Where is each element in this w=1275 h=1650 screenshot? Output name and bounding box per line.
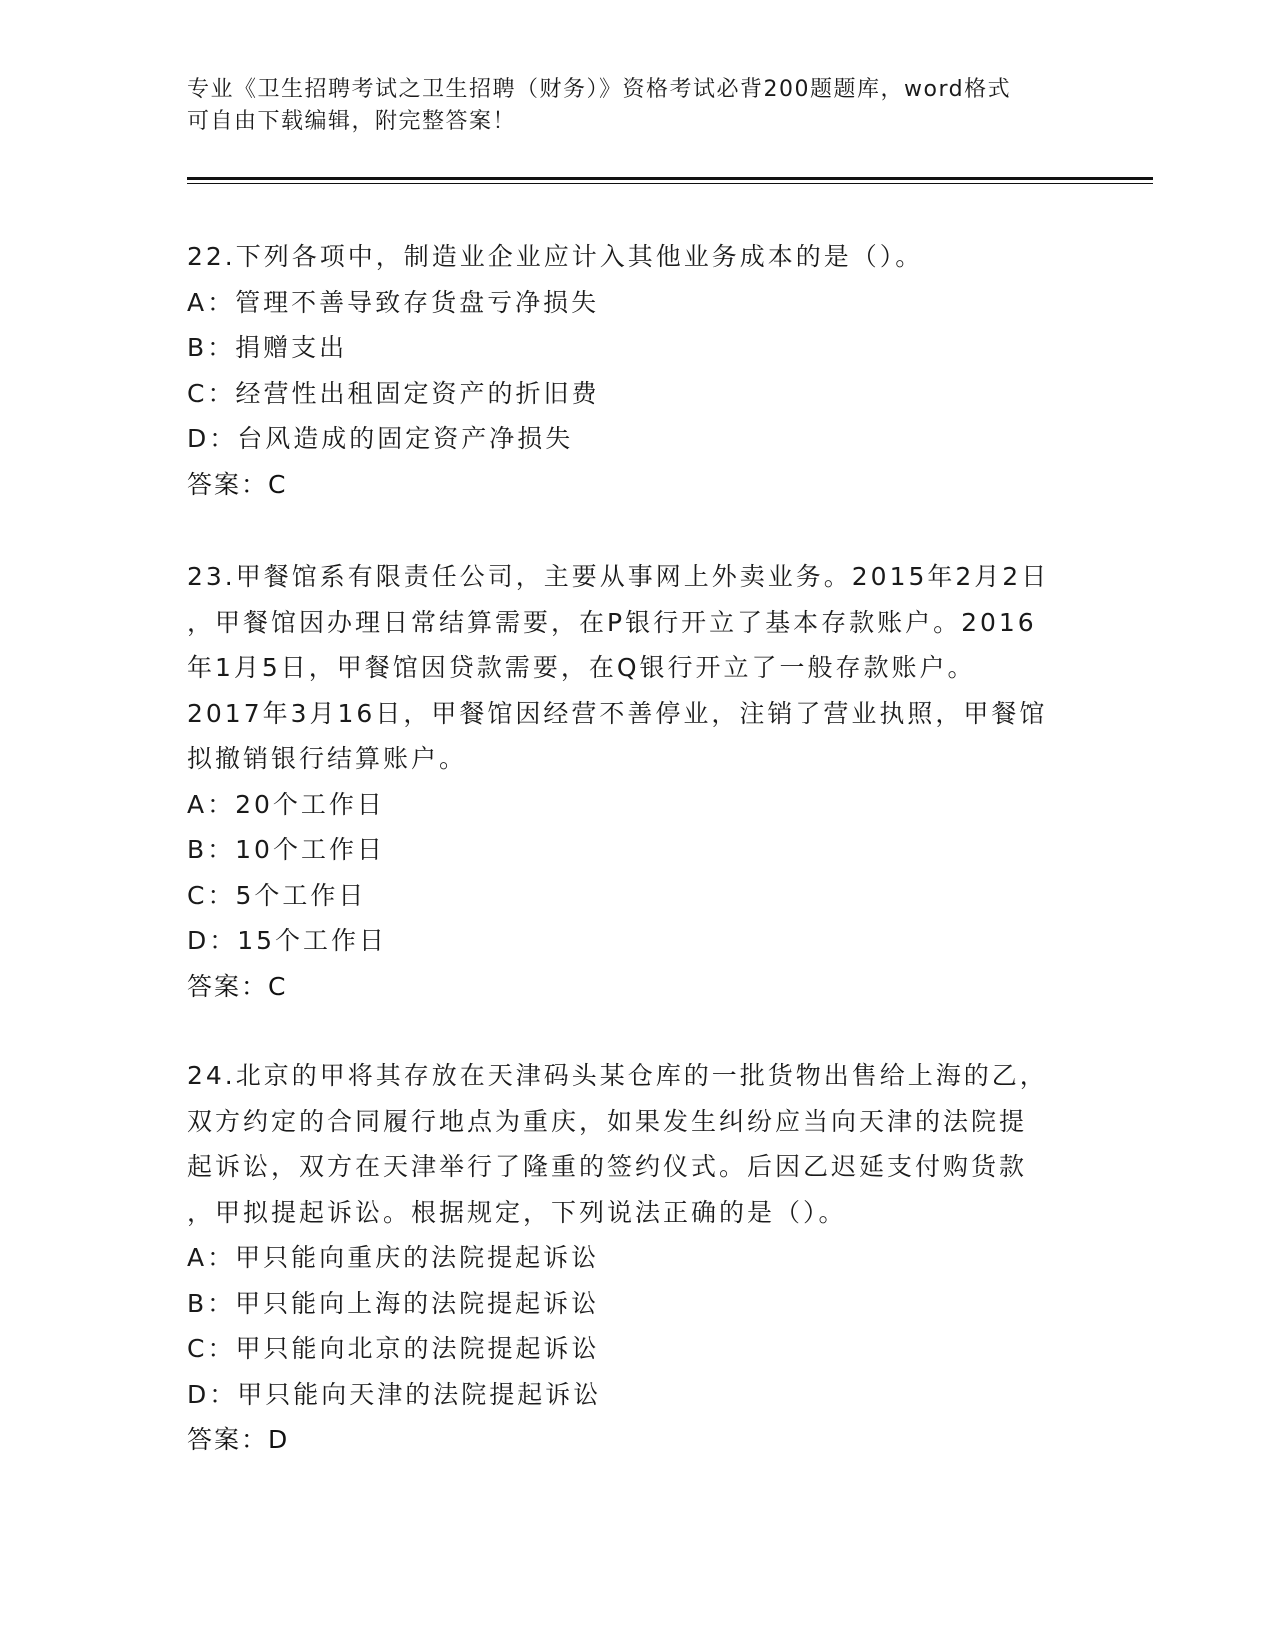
option-b: B：10个工作日 [187, 835, 385, 864]
question-stem: 22.下列各项中，制造业企业应计入其他业务成本的是（）。 [187, 242, 924, 271]
option-a: A：20个工作日 [187, 789, 385, 819]
header-title-line-2: 可自由下载编辑，附完整答案！ [187, 109, 517, 134]
header-divider-thin [187, 183, 1153, 184]
document-header [187, 74, 1087, 138]
answer-line: 答案：D [187, 1425, 290, 1454]
question-stem-line-1: 23.甲餐馆系有限责任公司，主要从事网上外卖业务。2015年2月2日 [187, 562, 1050, 591]
option-c: C：经营性出租固定资产的折旧费 [187, 378, 600, 408]
answer-line: 答案：C [187, 971, 288, 1001]
option-a: A：甲只能向重庆的法院提起诉讼 [187, 1243, 600, 1272]
option-a: A：管理不善导致存货盘亏净损失 [187, 287, 600, 317]
question-stem-line-3: 年1月5日，甲餐馆因贷款需要，在Q银行开立了一般存款账户。 [187, 653, 976, 682]
question-22 [187, 234, 1087, 507]
answer-line: 答案：C [187, 469, 288, 499]
header-title-line-1: 专业《卫生招聘考试之卫生招聘（财务）》资格考试必背200题题库，word格式 [187, 77, 1012, 102]
question-stem-line-4: 2017年3月16日，甲餐馆因经营不善停业，注销了营业执照，甲餐馆 [187, 698, 1048, 728]
question-24 [187, 1053, 1087, 1463]
option-d: D：甲只能向天津的法院提起诉讼 [187, 1379, 602, 1409]
option-c: C：甲只能向北京的法院提起诉讼 [187, 1334, 600, 1363]
option-b: B：捐赠支出 [187, 333, 348, 362]
question-stem-line-2: 双方约定的合同履行地点为重庆，如果发生纠纷应当向天津的法院提 [187, 1106, 1028, 1136]
option-b: B：甲只能向上海的法院提起诉讼 [187, 1288, 600, 1318]
question-23 [187, 554, 1087, 1009]
question-stem-line-3: 起诉讼，双方在天津举行了隆重的签约仪式。后因乙迟延支付购货款 [187, 1152, 1028, 1181]
question-stem-line-4: ，甲拟提起诉讼。根据规定，下列说法正确的是（）。 [187, 1197, 847, 1227]
header-divider-thick [187, 177, 1153, 180]
question-stem-line-5: 拟撤销银行结算账户。 [187, 744, 468, 773]
option-c: C：5个工作日 [187, 880, 367, 910]
question-stem-line-2: ，甲餐馆因办理日常结算需要，在P银行开立了基本存款账户。2016 [187, 607, 1037, 637]
question-stem-line-1: 24.北京的甲将其存放在天津码头某仓库的一批货物出售给上海的乙， [187, 1061, 1048, 1090]
option-d: D：15个工作日 [187, 926, 388, 955]
option-d: D：台风造成的固定资产净损失 [187, 424, 574, 453]
